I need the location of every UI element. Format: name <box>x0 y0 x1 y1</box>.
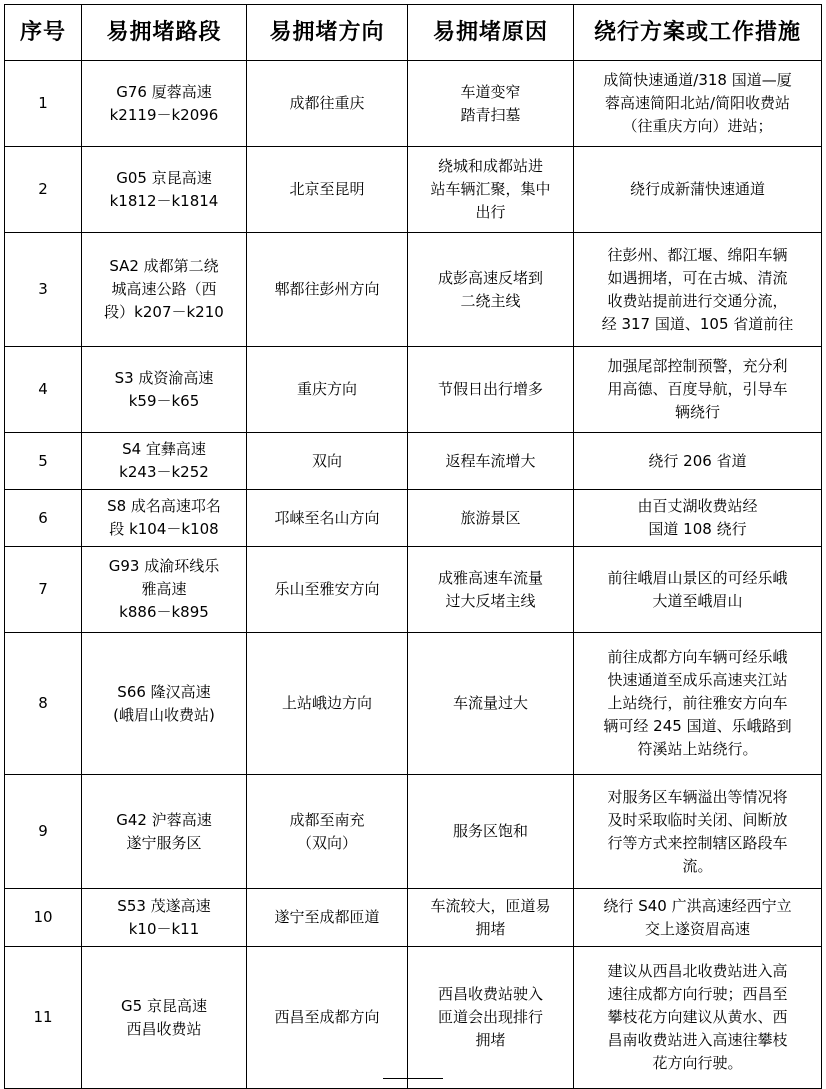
table-row <box>5 547 822 633</box>
direction-cell <box>247 889 408 947</box>
direction-cell <box>247 633 408 775</box>
direction-cell-line: 邛崃至名山方向 <box>274 508 380 527</box>
road-section-cell-line: G42 沪蓉高速 <box>116 810 212 829</box>
table-row <box>5 147 822 233</box>
measure-cell-line: 成简快速通道/318 国道—厦 <box>603 71 792 89</box>
measure-cell <box>574 433 822 490</box>
measure-cell-line: 对服务区车辆溢出等情况将 <box>607 787 788 806</box>
direction-cell-line: 成都至南充 <box>289 810 365 829</box>
table-row <box>5 775 822 889</box>
direction-cell <box>247 775 408 889</box>
measure-cell-line: 绕行 206 省道 <box>648 451 747 470</box>
reason-cell-line: 绕城和成都站进 <box>437 157 543 175</box>
road-section-cell-line: 段 k104－k108 <box>109 520 219 538</box>
measure-cell-line: 昌南收费站进入高速往攀枝 <box>607 1031 788 1049</box>
row-number: 1 <box>5 61 82 147</box>
row-number: 9 <box>5 775 82 889</box>
measure-cell-line: 往彭州、都江堰、绵阳车辆 <box>607 245 788 264</box>
table-row <box>5 633 822 775</box>
road-section-cell <box>82 889 247 947</box>
reason-cell-line: 二绕主线 <box>460 291 521 310</box>
road-section-cell-line: k886－k895 <box>119 603 209 621</box>
reason-cell-line: 车流较大，匝道易 <box>430 896 551 915</box>
measure-cell-line: 行等方式来控制辖区路段车 <box>607 833 788 852</box>
road-section-cell <box>82 147 247 233</box>
table-row <box>5 433 822 490</box>
measure-cell-line: 收费站提前进行交通分流， <box>607 291 788 310</box>
reason-cell-line: 成彭高速反堵到 <box>437 268 543 287</box>
road-section-cell <box>82 947 247 1089</box>
direction-cell-line: 上站峨边方向 <box>281 694 372 712</box>
measure-cell-line: 如遇拥堵，可在古城、清流 <box>607 268 788 287</box>
road-section-cell-line: (峨眉山收费站) <box>113 705 215 724</box>
measure-cell-line: 绕行成新蒲快速通道 <box>629 180 765 198</box>
reason-cell <box>408 889 574 947</box>
road-section-cell-line: k243－k252 <box>119 463 209 481</box>
measure-cell-line: 快速通道至成乐高速夹江站 <box>607 671 788 689</box>
road-section-cell <box>82 233 247 347</box>
direction-cell <box>247 233 408 347</box>
measure-cell-line: 花方向行驶。 <box>652 1054 743 1072</box>
road-section-cell-line: k2119－k2096 <box>109 105 219 124</box>
direction-cell <box>247 61 408 147</box>
reason-cell <box>408 633 574 775</box>
header-road-section: 易拥堵路段 <box>82 5 247 61</box>
road-section-cell-line: 西昌收费站 <box>126 1019 202 1038</box>
measure-cell <box>574 775 822 889</box>
row-number: 5 <box>5 433 82 490</box>
header-reason: 易拥堵原因 <box>408 5 574 61</box>
road-section-cell-line: G5 京昆高速 <box>121 996 207 1015</box>
reason-cell-line: 拥堵 <box>475 919 506 938</box>
reason-cell <box>408 775 574 889</box>
road-section-cell-line: 城高速公路（西 <box>111 280 217 298</box>
reason-cell-line: 成雅高速车流量 <box>437 568 543 587</box>
reason-cell <box>408 347 574 433</box>
reason-cell-line: 拥堵 <box>475 1031 506 1049</box>
reason-cell-line: 旅游景区 <box>460 508 521 527</box>
reason-cell <box>408 433 574 490</box>
road-section-cell-line: SA2 成都第二绕 <box>109 257 219 275</box>
measure-cell-line: 加强尾部控制预警，充分利 <box>607 357 788 375</box>
reason-cell <box>408 61 574 147</box>
road-section-cell-line: 雅高速 <box>141 580 187 598</box>
road-section-cell-line: G05 京昆高速 <box>116 168 212 187</box>
road-section-cell-line: S8 成名高速邛名 <box>107 497 221 515</box>
direction-cell <box>247 347 408 433</box>
direction-cell-line: 北京至昆明 <box>289 180 365 198</box>
direction-cell <box>247 147 408 233</box>
measure-cell <box>574 947 822 1089</box>
road-section-cell-line: k10－k11 <box>128 919 200 938</box>
measure-cell-line: 建议从西昌北收费站进入高 <box>607 962 788 980</box>
measure-cell-line: 及时采取临时关闭、间断放 <box>607 810 788 829</box>
row-number: 8 <box>5 633 82 775</box>
direction-cell-line: 双向 <box>311 451 342 470</box>
road-section-cell <box>82 775 247 889</box>
road-section-cell-line: S4 宜彝高速 <box>122 440 206 458</box>
reason-cell-line: 出行 <box>475 203 506 221</box>
direction-cell-line: 乐山至雅安方向 <box>274 580 380 598</box>
measure-cell-line: 由百丈湖收费站经 <box>637 497 758 515</box>
road-section-cell-line: 遂宁服务区 <box>126 833 202 852</box>
direction-cell <box>247 433 408 490</box>
measure-cell-line: （往重庆方向）进站； <box>622 117 773 135</box>
road-section-cell <box>82 347 247 433</box>
road-section-cell <box>82 547 247 633</box>
row-number: 2 <box>5 147 82 233</box>
congestion-table <box>4 4 822 1089</box>
measure-cell-line: 国道 108 绕行 <box>648 520 747 538</box>
direction-cell <box>247 947 408 1089</box>
measure-cell <box>574 61 822 147</box>
road-section-cell-line: k1812－k1814 <box>109 191 219 210</box>
row-number: 6 <box>5 490 82 547</box>
row-number: 4 <box>5 347 82 433</box>
measure-cell-line: 辆绕行 <box>674 403 720 421</box>
measure-cell-line: 上站绕行，前往雅安方向车 <box>607 694 788 712</box>
measure-cell <box>574 147 822 233</box>
direction-cell-line: （双向） <box>296 833 357 852</box>
road-section-cell <box>82 490 247 547</box>
measure-cell-line: 交上遂资眉高速 <box>644 919 750 938</box>
road-section-cell-line: G76 厦蓉高速 <box>116 82 212 101</box>
direction-cell-line: 遂宁至成都匝道 <box>274 908 380 926</box>
reason-cell <box>408 547 574 633</box>
row-number: 11 <box>5 947 82 1089</box>
road-section-cell-line: k59－k65 <box>128 391 200 410</box>
header-measures: 绕行方案或工作措施 <box>574 5 822 61</box>
road-section-cell-line: G93 成渝环线乐 <box>108 557 220 575</box>
reason-cell-line: 匝道会出现排行 <box>437 1008 543 1026</box>
reason-cell-line: 西昌收费站驶入 <box>437 985 543 1003</box>
reason-cell-line: 踏青扫墓 <box>460 105 521 124</box>
direction-cell-line: 重庆方向 <box>296 380 357 398</box>
measure-cell-line: 辆可经 245 国道、乐峨路到 <box>603 717 792 735</box>
measure-cell-line: 符溪站上站绕行。 <box>637 740 758 758</box>
reason-cell <box>408 147 574 233</box>
row-number: 7 <box>5 547 82 633</box>
table-row <box>5 233 822 347</box>
measure-cell-line: 大道至峨眉山 <box>652 591 743 610</box>
reason-cell-line: 站车辆汇聚，集中 <box>430 180 551 198</box>
measure-cell-line: 前往成都方向车辆可经乐峨 <box>607 648 788 666</box>
direction-cell <box>247 490 408 547</box>
direction-cell-line: 西昌至成都方向 <box>274 1008 380 1026</box>
measure-cell-line: 流。 <box>682 856 713 875</box>
direction-cell <box>247 547 408 633</box>
measure-cell-line: 蓉高速简阳北站/简阳收费站 <box>604 94 791 112</box>
reason-cell <box>408 947 574 1089</box>
direction-cell-line: 成都往重庆 <box>289 94 365 112</box>
reason-cell-line: 车道变窄 <box>460 82 521 101</box>
header-row <box>5 5 822 61</box>
reason-cell-line: 服务区饱和 <box>452 822 528 840</box>
header-number: 序号 <box>5 5 82 61</box>
measure-cell <box>574 889 822 947</box>
direction-cell-line: 郫都往彭州方向 <box>274 280 380 298</box>
measure-cell <box>574 347 822 433</box>
reason-cell-line: 返程车流增大 <box>445 451 536 470</box>
road-section-cell <box>82 61 247 147</box>
row-number: 10 <box>5 889 82 947</box>
table-row <box>5 61 822 147</box>
table-row <box>5 490 822 547</box>
road-section-cell-line: S66 隆汉高速 <box>117 682 211 701</box>
measure-cell-line: 用高德、百度导航，引导车 <box>607 380 788 398</box>
measure-cell-line: 速往成都方向行驶；西昌至 <box>607 985 788 1003</box>
measure-cell-line: 经 317 国道、105 省道前往 <box>601 314 794 333</box>
road-section-cell-line: S3 成资渝高速 <box>114 368 214 387</box>
measure-cell-line: 绕行 S40 广洪高速经西宁立 <box>603 896 792 915</box>
measure-cell <box>574 633 822 775</box>
road-section-cell <box>82 633 247 775</box>
reason-cell <box>408 490 574 547</box>
road-section-cell-line: 段）k207－k210 <box>104 303 224 321</box>
reason-cell <box>408 233 574 347</box>
reason-cell-line: 过大反堵主线 <box>445 591 536 610</box>
road-section-cell-line: S53 茂遂高速 <box>117 896 211 915</box>
table-row <box>5 347 822 433</box>
measure-cell <box>574 233 822 347</box>
table-row <box>5 889 822 947</box>
measure-cell <box>574 490 822 547</box>
road-section-cell <box>82 433 247 490</box>
header-direction: 易拥堵方向 <box>247 5 408 61</box>
row-number: 3 <box>5 233 82 347</box>
measure-cell-line: 攀枝花方向建议从黄水、西 <box>607 1008 788 1026</box>
reason-cell-line: 车流量过大 <box>452 694 528 712</box>
measure-cell <box>574 547 822 633</box>
measure-cell-line: 前往峨眉山景区的可经乐峨 <box>607 568 788 587</box>
reason-cell-line: 节假日出行增多 <box>437 380 543 398</box>
table-row <box>5 947 822 1089</box>
